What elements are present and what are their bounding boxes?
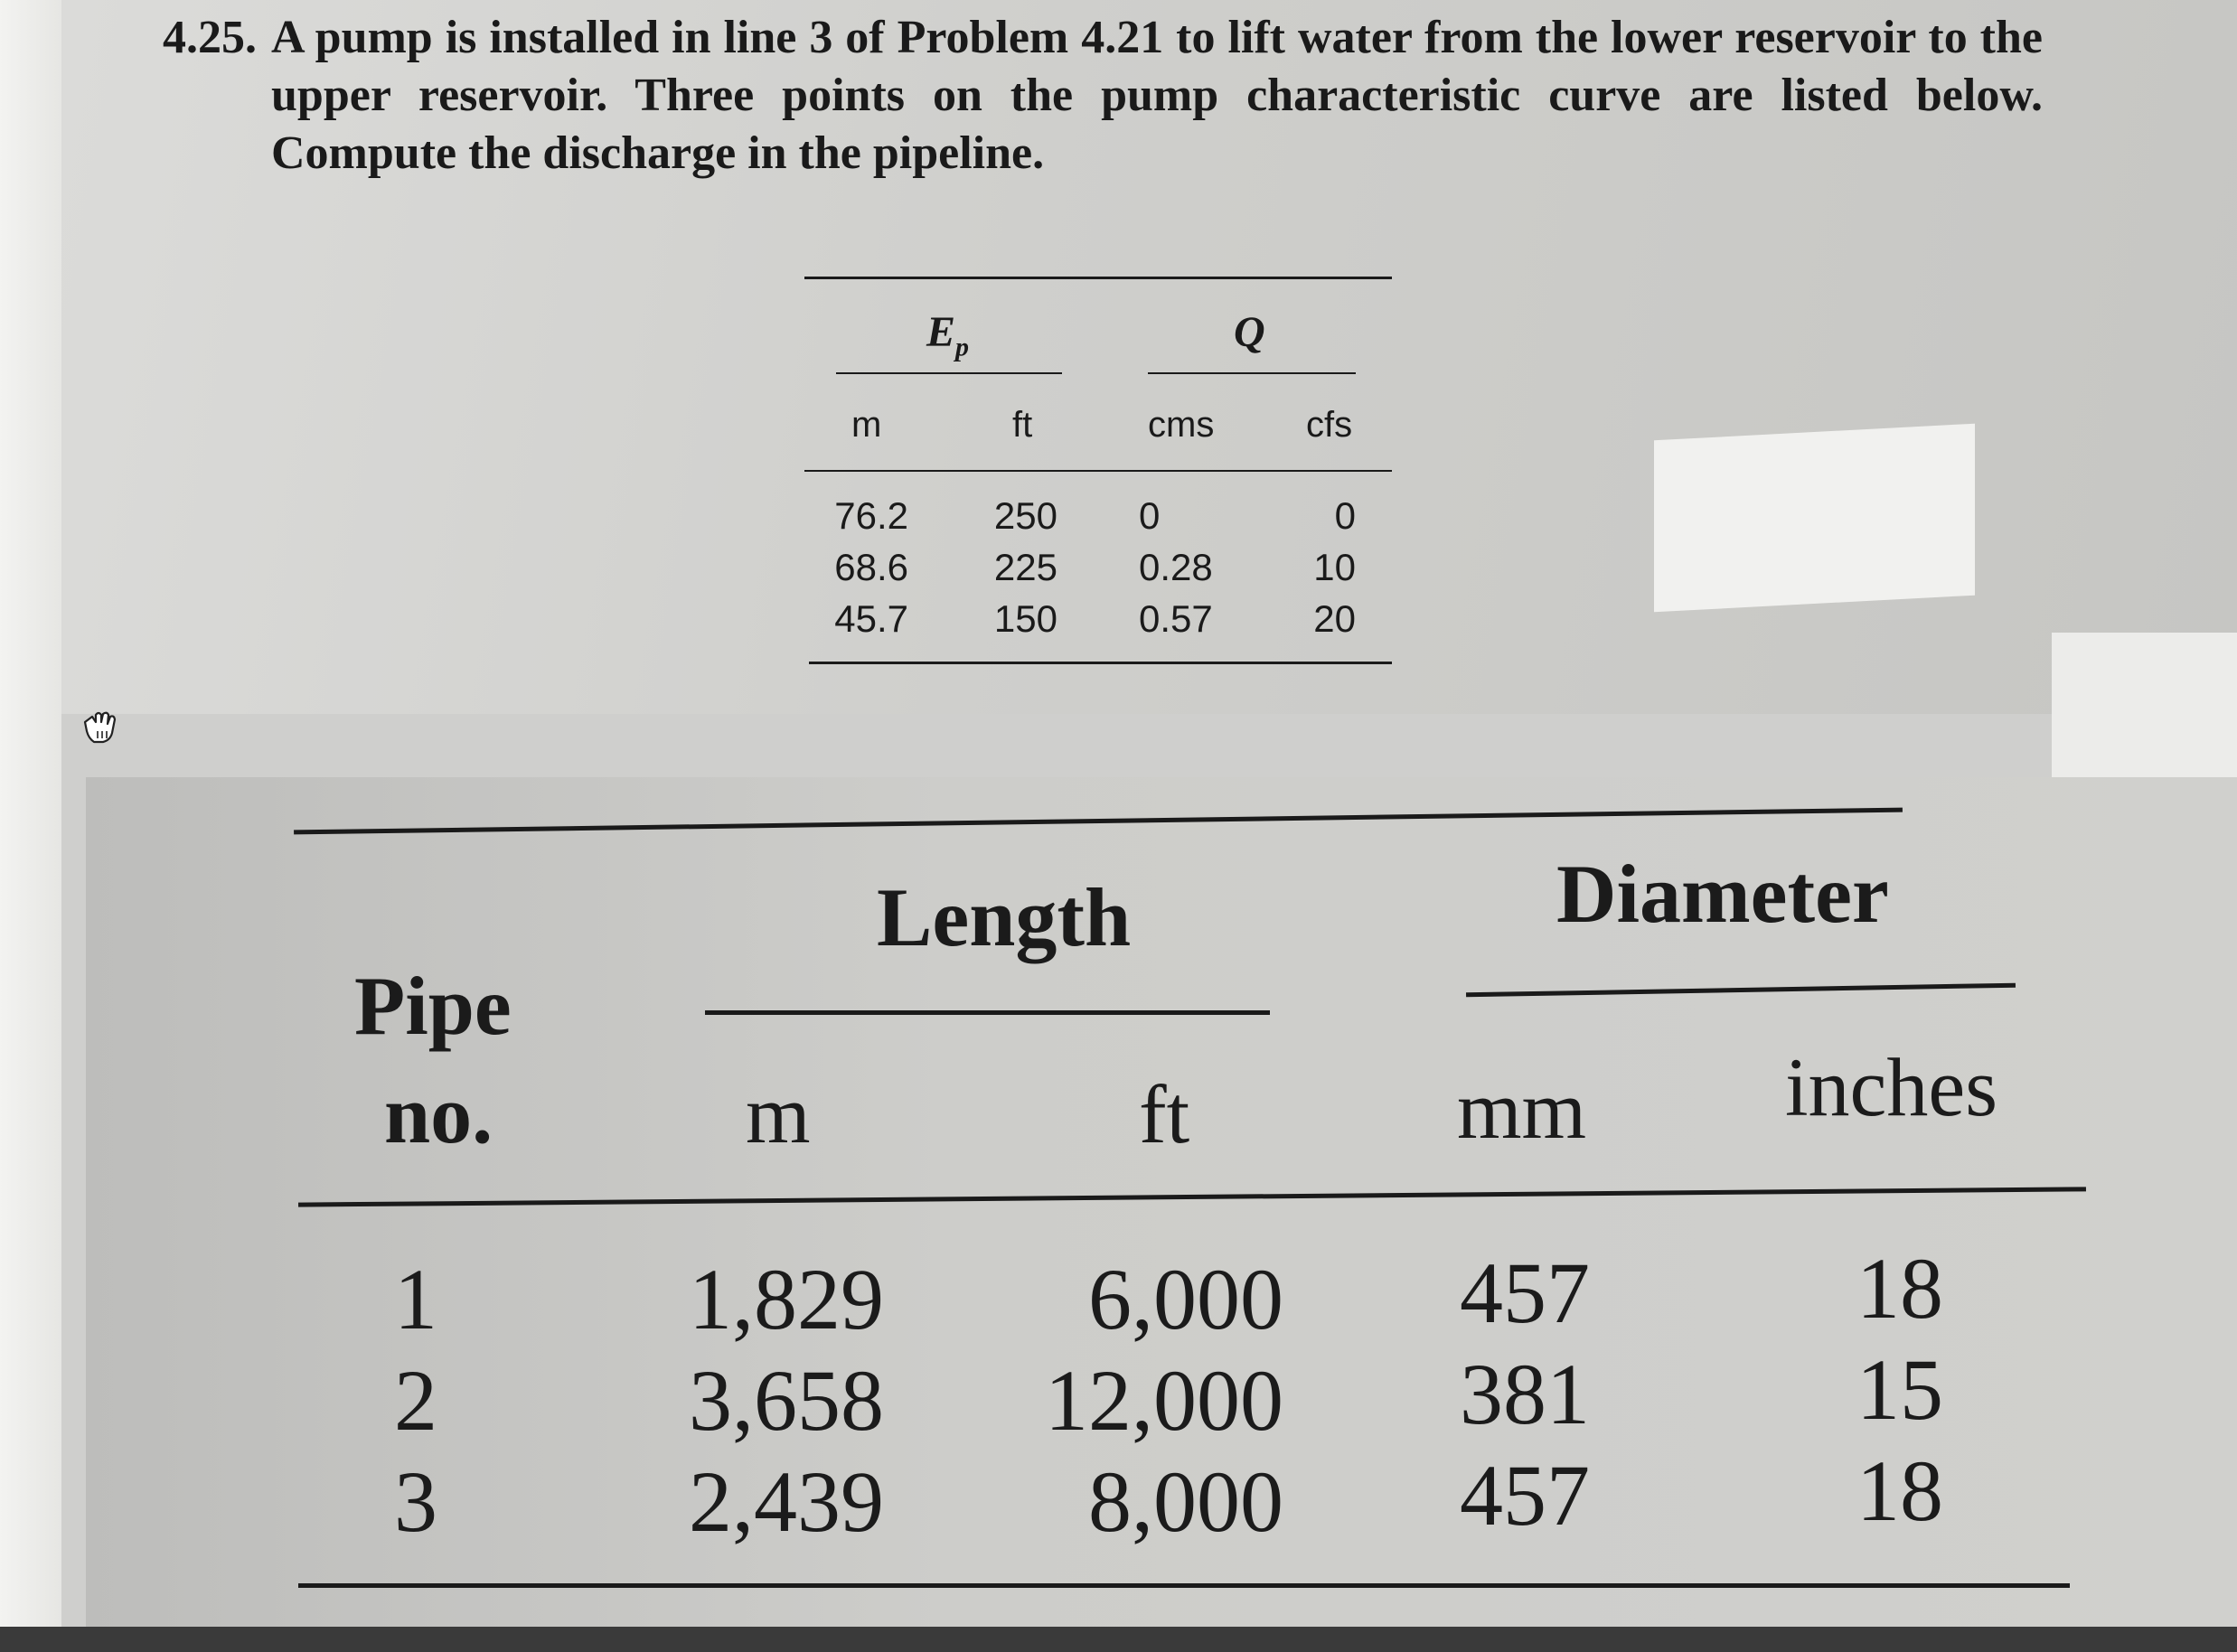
diameter-label: Diameter bbox=[1556, 848, 1889, 940]
cell: 12,000 bbox=[1045, 1352, 1283, 1449]
cell: 250 bbox=[993, 494, 1057, 537]
cell: 1,829 bbox=[689, 1251, 884, 1347]
cell: 0.28 bbox=[1139, 546, 1213, 588]
pipe-table-top-rule bbox=[294, 808, 1903, 835]
length-group-rule bbox=[705, 1010, 1270, 1015]
col-diameter-mm bbox=[1460, 1243, 1622, 1546]
unit-cfs: cfs bbox=[1306, 405, 1353, 445]
cell: 457 bbox=[1460, 1244, 1590, 1341]
cell: 3 bbox=[394, 1453, 437, 1550]
unit-length-ft: ft bbox=[1139, 1068, 1190, 1160]
cell: 20 bbox=[1313, 597, 1356, 640]
col-diameter-in bbox=[1844, 1238, 1943, 1542]
unit-diameter-inches: inches bbox=[1785, 1041, 1998, 1133]
flow-label: Q bbox=[1234, 308, 1265, 356]
col-length-m bbox=[687, 1249, 884, 1553]
cell: 68.6 bbox=[834, 546, 908, 588]
pipe-header-rule bbox=[298, 1187, 2086, 1206]
col-pipe-no bbox=[362, 1249, 470, 1553]
cell: 2,439 bbox=[689, 1453, 884, 1550]
cell: 45.7 bbox=[834, 597, 908, 640]
no-label: no. bbox=[384, 1068, 493, 1160]
head-label: $E_p$ bbox=[926, 308, 970, 362]
photo-bottom-edge bbox=[0, 1627, 2237, 1652]
unit-ft: ft bbox=[1012, 405, 1033, 445]
cell: 76.2 bbox=[834, 494, 908, 537]
cell: 2 bbox=[394, 1352, 437, 1449]
cell: 225 bbox=[993, 546, 1057, 588]
col-length-ft bbox=[1039, 1249, 1283, 1553]
cell: 457 bbox=[1460, 1447, 1590, 1544]
unit-diameter-mm: mm bbox=[1457, 1064, 1587, 1156]
unit-m: m bbox=[851, 405, 882, 445]
unit-length-m: m bbox=[746, 1068, 811, 1160]
cell: 18 bbox=[1856, 1240, 1943, 1337]
length-label: Length bbox=[877, 871, 1132, 963]
unit-cms: cms bbox=[1148, 405, 1215, 445]
cell: 18 bbox=[1856, 1442, 1943, 1539]
cell: 381 bbox=[1460, 1346, 1590, 1442]
cell: 0.57 bbox=[1139, 597, 1213, 640]
problem-text: A pump is installed in line 3 of Problem 4.21 to lift water from the lower reservoir to the upper reservoir. Three points on the pump characteristic curve are listed below. Compute the discharge in the pipeline. bbox=[271, 12, 2043, 179]
cell: 3,658 bbox=[689, 1352, 884, 1449]
cell: 15 bbox=[1856, 1341, 1943, 1438]
diameter-group-rule bbox=[1466, 983, 2016, 998]
pipe-table-bottom-rule bbox=[298, 1583, 2070, 1588]
cell: 6,000 bbox=[1088, 1251, 1283, 1347]
problem-number: 4.25. bbox=[163, 12, 257, 63]
cell: 0 bbox=[1139, 494, 1161, 537]
cell: 10 bbox=[1313, 546, 1356, 588]
cell: 1 bbox=[394, 1251, 437, 1347]
cell: 8,000 bbox=[1088, 1453, 1283, 1550]
cell: 0 bbox=[1334, 494, 1356, 537]
cell: 150 bbox=[993, 597, 1057, 640]
pipe-label: Pipe bbox=[354, 960, 512, 1052]
